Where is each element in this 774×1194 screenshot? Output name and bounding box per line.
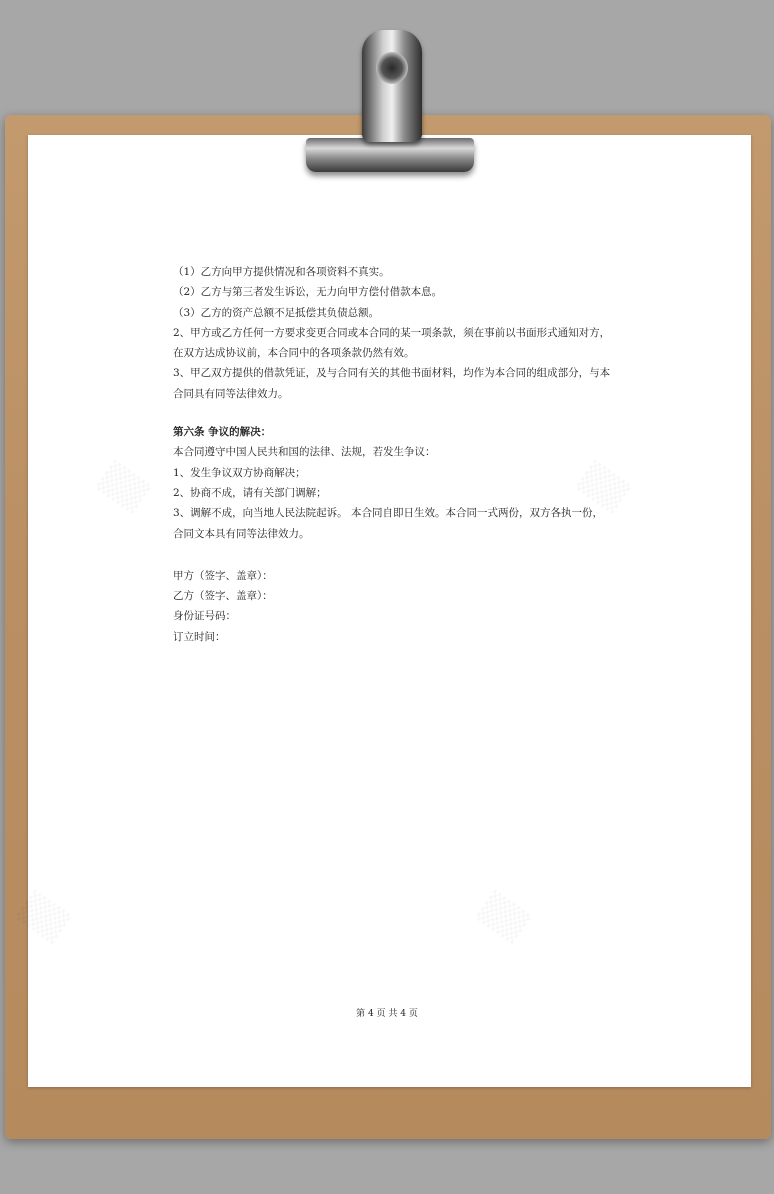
binder-clip-hole bbox=[376, 52, 408, 84]
clause-line: （1）乙方向甲方提供情况和各项资料不真实。 bbox=[173, 266, 390, 278]
signature-line: 甲方（签字、盖章）： bbox=[173, 569, 273, 582]
clause-line: 合同具有同等法律效力。 bbox=[173, 387, 289, 400]
section-line: 3、调解不成，向当地人民法院起诉。 本合同自即日生效。本合同一式两份，双方各执一份， bbox=[173, 507, 604, 520]
clause-line: 在双方达成协议前，本合同中的各项条款仍然有效。 bbox=[173, 347, 415, 360]
clause-line: 3、甲乙双方提供的借款凭证，及与合同有关的其他书面材料，均作为本合同的组成部分，与本 bbox=[173, 367, 611, 380]
clause-line: 2、甲方或乙方任何一方要求变更合同或本合同的某一项条款，须在事前以书面形式通知对方， bbox=[173, 326, 611, 339]
signature-line: 身份证号码： bbox=[173, 610, 236, 623]
binder-clip-lever bbox=[362, 30, 422, 142]
section-line: 合同文本具有同等法律效力。 bbox=[173, 527, 310, 540]
section-line: 1、发生争议双方协商解决； bbox=[173, 466, 306, 479]
section-line: 本合同遵守中国人民共和国的法律、法规，若发生争议： bbox=[173, 446, 436, 459]
page-footer: 第 4 页 共 4 页 bbox=[356, 1009, 418, 1019]
signature-line: 订立时间： bbox=[173, 630, 226, 643]
clause-line: （2）乙方与第三者发生诉讼，无力向甲方偿付借款本息。 bbox=[173, 286, 443, 299]
signature-line: 乙方（签字、盖章）： bbox=[173, 590, 273, 603]
section-line: 2、协商不成，请有关部门调解； bbox=[173, 486, 327, 499]
binder-clip-base bbox=[306, 138, 474, 172]
clause-line: （3）乙方的资产总额不足抵偿其负债总额。 bbox=[173, 306, 380, 319]
document-body bbox=[173, 262, 613, 647]
section-heading: 第六条 争议的解决： bbox=[173, 426, 272, 439]
